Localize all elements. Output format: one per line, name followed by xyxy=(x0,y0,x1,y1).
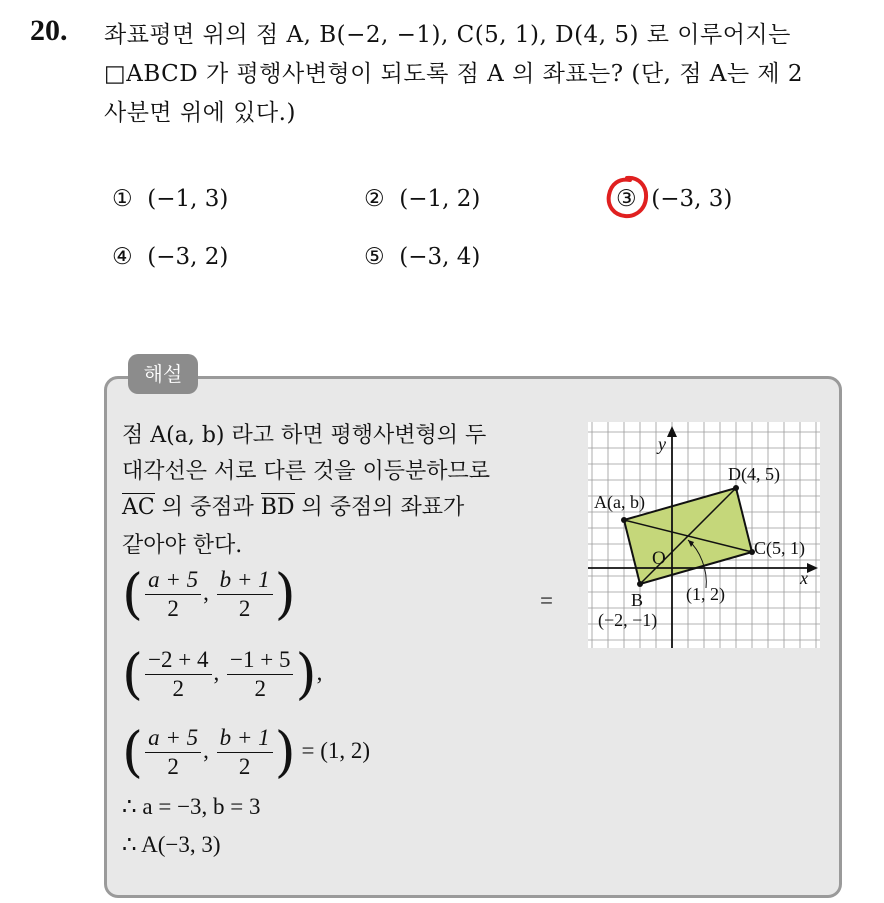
frac-den-1: 2 xyxy=(167,596,179,621)
point-b-label: B xyxy=(631,590,644,610)
point-c-label: C(5, 1) xyxy=(754,538,805,558)
frac-den-5: 2 xyxy=(167,754,179,779)
equals-sign: = xyxy=(540,588,553,613)
point-a xyxy=(621,517,627,523)
solution-tag: 해설 xyxy=(128,354,198,394)
question-line-3: 사분면 위에 있다.) xyxy=(104,100,296,126)
segment-ac: AC xyxy=(122,495,155,520)
choice-5-text: (−3, 4) xyxy=(399,244,481,270)
choice-1[interactable] xyxy=(112,186,228,212)
frac-b-num-2: b + 1 xyxy=(219,725,270,750)
solution-text-3 xyxy=(122,490,464,521)
midpoint-equation: ( $\frac{a + 5}{2}$ , $\frac{b + 1}{2}$ ) = (1, 2) xyxy=(122,720,371,784)
frac-den-4: 2 xyxy=(254,676,266,701)
choice-5[interactable] xyxy=(364,244,480,270)
solution-text-2: 대각선은 서로 다른 것을 이등분하므로 xyxy=(122,459,491,484)
midpoint-ac-expression: ( $\frac{a + 5}{2}$ , $\frac{b + 1}{2}$ ) xyxy=(122,562,296,626)
frac-a-num-2: a + 5 xyxy=(148,725,199,750)
y-axis-label: y xyxy=(658,434,666,454)
solution-text-3-end: 의 중점의 좌표가 xyxy=(294,495,465,520)
answer-circle-mark xyxy=(604,174,650,220)
point-a-label: A(a, b) xyxy=(594,492,645,512)
frac-b-num: b + 1 xyxy=(219,567,270,592)
conclusion-1: ∴ a = −3, b = 3 xyxy=(122,794,261,819)
frac-c-num: −2 + 4 xyxy=(145,646,211,675)
choice-1-text: (−1, 3) xyxy=(147,186,229,212)
choice-3-number: ③ xyxy=(616,186,637,212)
choice-4-number: ④ xyxy=(112,244,133,270)
question-line-1: 좌표평면 위의 점 A, B(−2, −1), C(5, 1), D(4, 5) 로 이루어지는 xyxy=(104,22,791,48)
solution-text-1: 점 A(a, b) 라고 하면 평행사변형의 두 xyxy=(122,423,487,448)
solution-text-3-mid: 의 중점과 xyxy=(154,495,261,520)
midpoint-result: = (1, 2) xyxy=(301,737,371,763)
point-b-coord-label: (−2, −1) xyxy=(598,610,658,630)
choice-4-text: (−3, 2) xyxy=(147,244,229,270)
frac-d-num: −1 + 5 xyxy=(227,646,293,675)
choice-2-text: (−1, 2) xyxy=(399,186,481,212)
conclusion-2: ∴ A(−3, 3) xyxy=(122,832,221,857)
choice-2-number: ② xyxy=(364,186,385,212)
point-d-label: D(4, 5) xyxy=(728,464,780,484)
frac-a-num: a + 5 xyxy=(148,567,199,592)
choice-5-number: ⑤ xyxy=(364,244,385,270)
origin-label: O xyxy=(652,548,666,569)
question-number: 20. xyxy=(30,14,68,47)
choice-1-number: ① xyxy=(112,186,133,212)
frac-den-2: 2 xyxy=(238,596,251,621)
frac-den-6: 2 xyxy=(238,754,251,779)
midpoint-bd-expression: ( $\frac{-2 + 4}{2}$ , $\frac{-1 + 5}{2}$ ), xyxy=(122,642,323,706)
choice-2[interactable] xyxy=(364,186,480,212)
point-d xyxy=(733,485,739,491)
y-axis-arrow xyxy=(667,426,677,437)
x-axis-label: x xyxy=(800,568,808,588)
coordinate-graph xyxy=(588,422,820,648)
midpoint-label: (1, 2) xyxy=(686,584,725,604)
segment-bd: BD xyxy=(260,495,295,520)
point-b xyxy=(637,581,643,587)
choice-3-text: (−3, 3) xyxy=(651,186,733,212)
choice-4[interactable] xyxy=(112,244,228,270)
solution-text-4: 같아야 한다. xyxy=(122,533,243,558)
question-line-2: □ABCD 가 평행사변형이 되도록 점 A 의 좌표는? (단, 점 A는 제 2 xyxy=(104,61,804,87)
frac-den-3: 2 xyxy=(172,676,185,701)
